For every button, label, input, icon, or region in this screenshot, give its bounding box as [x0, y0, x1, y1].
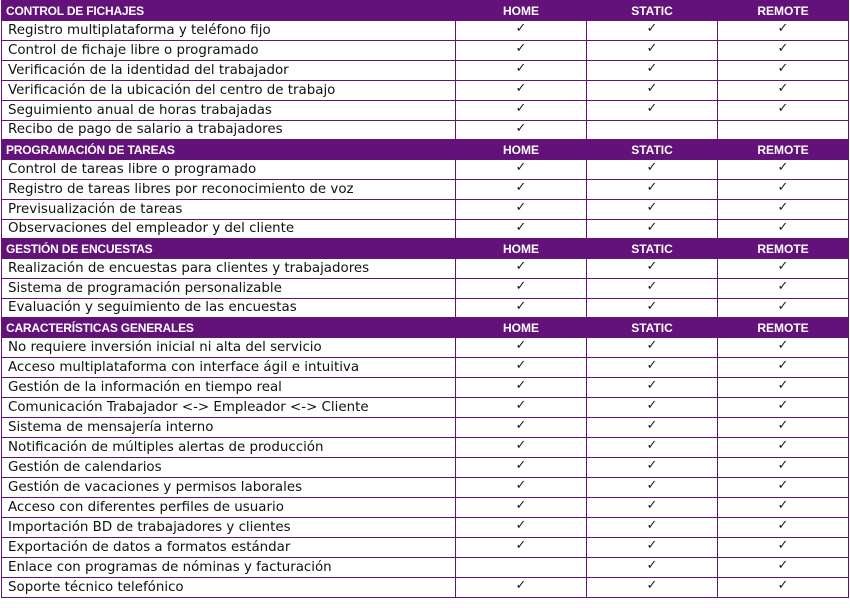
feature-label: Notificación de múltiples alertas de producción: [2, 437, 456, 457]
static-availability-cell: [587, 80, 718, 100]
checkmark-icon: ✓: [646, 259, 658, 274]
checkmark-icon: ✓: [777, 557, 789, 573]
home-availability-cell: [456, 537, 587, 557]
table-row: [2, 20, 849, 40]
remote-availability-cell: [718, 577, 849, 597]
section-title: GESTIÓN DE ENCUESTAS: [2, 239, 456, 258]
section-header: [2, 318, 849, 337]
home-availability-cell: [456, 497, 587, 517]
checkmark-icon: ✓: [646, 80, 658, 96]
checkmark-icon: ✓: [777, 21, 789, 36]
checkmark-icon: ✓: [515, 298, 527, 314]
static-availability-cell: [587, 199, 718, 219]
checkmark-icon: ✓: [646, 21, 658, 36]
checkmark-icon: ✓: [646, 417, 658, 433]
checkmark-icon: ✓: [777, 278, 789, 294]
table-row: [2, 60, 849, 80]
checkmark-icon: ✓: [777, 179, 789, 195]
section-title: PROGRAMACIÓN DE TAREAS: [2, 140, 456, 159]
static-availability-cell: [587, 557, 718, 577]
feature-label: Verificación de la ubicación del centro de trabajo: [2, 80, 456, 100]
checkmark-icon: ✓: [777, 219, 789, 235]
table-row: [2, 517, 849, 537]
home-availability-cell: [456, 199, 587, 219]
static-availability-cell: [587, 60, 718, 80]
column-header-static: STATIC: [587, 140, 718, 159]
section-header: [2, 140, 849, 159]
remote-availability-cell: [718, 337, 849, 357]
home-availability-cell: [456, 377, 587, 397]
feature-label: Registro multiplataforma y teléfono fijo: [2, 20, 456, 40]
feature-label: Enlace con programas de nóminas y facturación: [2, 557, 456, 577]
checkmark-icon: ✓: [777, 160, 789, 175]
checkmark-icon: ✓: [515, 219, 527, 235]
static-availability-cell: [587, 258, 718, 278]
checkmark-icon: ✓: [646, 278, 658, 294]
remote-availability-cell: [718, 258, 849, 278]
static-availability-cell: [587, 179, 718, 199]
home-availability-cell: [456, 159, 587, 179]
feature-label: Control de tareas libre o programado: [2, 159, 456, 179]
checkmark-icon: ✓: [515, 497, 527, 513]
column-header-remote: REMOTE: [718, 1, 849, 20]
table-row: [2, 179, 849, 199]
home-availability-cell: [456, 557, 587, 577]
checkmark-icon: ✓: [515, 259, 527, 274]
home-availability-cell: [456, 337, 587, 357]
checkmark-icon: ✓: [777, 457, 789, 473]
column-header-home: HOME: [456, 318, 587, 337]
section-title: CONTROL DE FICHAJES: [2, 1, 456, 20]
home-availability-cell: [456, 298, 587, 318]
static-availability-cell: [587, 120, 718, 140]
checkmark-icon: ✓: [777, 80, 789, 96]
remote-availability-cell: [718, 537, 849, 557]
static-availability-cell: [587, 40, 718, 60]
column-header-remote: REMOTE: [718, 318, 849, 337]
feature-label: No requiere inversión inicial ni alta del servicio: [2, 337, 456, 357]
checkmark-icon: ✓: [515, 199, 527, 215]
home-availability-cell: [456, 100, 587, 120]
checkmark-icon: ✓: [646, 397, 658, 413]
home-availability-cell: [456, 20, 587, 40]
table-row: [2, 159, 849, 179]
section-header: [2, 1, 849, 20]
feature-label: Gestión de calendarios: [2, 457, 456, 477]
column-header-static: STATIC: [587, 1, 718, 20]
table-row: [2, 298, 849, 318]
table-row: [2, 397, 849, 417]
table-row: [2, 377, 849, 397]
table-row: [2, 219, 849, 239]
checkmark-icon: ✓: [777, 477, 789, 493]
remote-availability-cell: [718, 40, 849, 60]
checkmark-icon: ✓: [646, 557, 658, 573]
column-header-home: HOME: [456, 140, 587, 159]
table-row: [2, 120, 849, 140]
checkmark-icon: ✓: [646, 179, 658, 195]
table-row: [2, 537, 849, 557]
checkmark-icon: ✓: [515, 160, 527, 175]
home-availability-cell: [456, 40, 587, 60]
table-row: [2, 457, 849, 477]
column-header-remote: REMOTE: [718, 140, 849, 159]
table-row: [2, 199, 849, 219]
remote-availability-cell: [718, 457, 849, 477]
feature-label: Observaciones del empleador y del cliente: [2, 219, 456, 239]
checkmark-icon: ✓: [515, 100, 527, 116]
checkmark-icon: ✓: [777, 40, 789, 56]
remote-availability-cell: [718, 199, 849, 219]
remote-availability-cell: [718, 20, 849, 40]
static-availability-cell: [587, 377, 718, 397]
checkmark-icon: ✓: [777, 259, 789, 274]
table-row: [2, 258, 849, 278]
checkmark-icon: ✓: [515, 397, 527, 413]
table-row: [2, 577, 849, 597]
table-row: [2, 40, 849, 60]
table-row: [2, 100, 849, 120]
feature-label: Comunicación Trabajador <-> Empleador <-> Cliente: [2, 397, 456, 417]
checkmark-icon: ✓: [646, 537, 658, 553]
feature-label: Evaluación y seguimiento de las encuestas: [2, 298, 456, 318]
home-availability-cell: [456, 80, 587, 100]
table-row: [2, 417, 849, 437]
remote-availability-cell: [718, 517, 849, 537]
checkmark-icon: ✓: [646, 437, 658, 453]
checkmark-icon: ✓: [646, 219, 658, 235]
remote-availability-cell: [718, 80, 849, 100]
feature-label: Gestión de la información en tiempo real: [2, 377, 456, 397]
home-availability-cell: [456, 258, 587, 278]
checkmark-icon: ✓: [646, 199, 658, 215]
checkmark-icon: ✓: [515, 278, 527, 294]
checkmark-icon: ✓: [777, 298, 789, 314]
static-availability-cell: [587, 397, 718, 417]
table-body: [2, 1, 849, 597]
checkmark-icon: ✓: [515, 577, 527, 593]
remote-availability-cell: [718, 120, 849, 140]
checkmark-icon: ✓: [515, 457, 527, 473]
remote-availability-cell: [718, 60, 849, 80]
checkmark-icon: ✓: [515, 80, 527, 96]
feature-label: Soporte técnico telefónico: [2, 577, 456, 597]
checkmark-icon: ✓: [515, 357, 527, 373]
remote-availability-cell: [718, 179, 849, 199]
checkmark-icon: ✓: [646, 298, 658, 314]
table-row: [2, 278, 849, 298]
checkmark-icon: ✓: [646, 497, 658, 513]
table-row: [2, 437, 849, 457]
table-row: [2, 357, 849, 377]
checkmark-icon: ✓: [777, 377, 789, 393]
feature-label: Recibo de pago de salario a trabajadores: [2, 120, 456, 140]
checkmark-icon: ✓: [515, 338, 527, 353]
home-availability-cell: [456, 517, 587, 537]
checkmark-icon: ✓: [646, 338, 658, 353]
feature-label: Exportación de datos a formatos estándar: [2, 537, 456, 557]
feature-label: Acceso con diferentes perfiles de usuario: [2, 497, 456, 517]
static-availability-cell: [587, 457, 718, 477]
static-availability-cell: [587, 100, 718, 120]
static-availability-cell: [587, 159, 718, 179]
checkmark-icon: ✓: [646, 517, 658, 533]
checkmark-icon: ✓: [777, 417, 789, 433]
checkmark-icon: ✓: [646, 577, 658, 593]
checkmark-icon: ✓: [777, 357, 789, 373]
home-availability-cell: [456, 417, 587, 437]
checkmark-icon: ✓: [777, 577, 789, 593]
remote-availability-cell: [718, 557, 849, 577]
home-availability-cell: [456, 60, 587, 80]
feature-comparison-table: [1, 0, 849, 598]
remote-availability-cell: [718, 397, 849, 417]
home-availability-cell: [456, 437, 587, 457]
feature-label: Importación BD de trabajadores y clientes: [2, 517, 456, 537]
home-availability-cell: [456, 357, 587, 377]
checkmark-icon: ✓: [777, 517, 789, 533]
table-row: [2, 337, 849, 357]
checkmark-icon: ✓: [515, 377, 527, 393]
column-header-home: HOME: [456, 239, 587, 258]
remote-availability-cell: [718, 417, 849, 437]
feature-label: Registro de tareas libres por reconocimiento de voz: [2, 179, 456, 199]
checkmark-icon: ✓: [515, 477, 527, 493]
remote-availability-cell: [718, 357, 849, 377]
table-row: [2, 557, 849, 577]
remote-availability-cell: [718, 100, 849, 120]
column-header-static: STATIC: [587, 318, 718, 337]
remote-availability-cell: [718, 497, 849, 517]
static-availability-cell: [587, 437, 718, 457]
remote-availability-cell: [718, 437, 849, 457]
static-availability-cell: [587, 337, 718, 357]
checkmark-icon: ✓: [646, 100, 658, 116]
checkmark-icon: ✓: [777, 60, 789, 76]
static-availability-cell: [587, 219, 718, 239]
feature-label: Sistema de mensajería interno: [2, 417, 456, 437]
remote-availability-cell: [718, 219, 849, 239]
static-availability-cell: [587, 477, 718, 497]
static-availability-cell: [587, 298, 718, 318]
static-availability-cell: [587, 577, 718, 597]
static-availability-cell: [587, 417, 718, 437]
home-availability-cell: [456, 278, 587, 298]
table-row: [2, 80, 849, 100]
column-header-remote: REMOTE: [718, 239, 849, 258]
table-row: [2, 497, 849, 517]
feature-label: Gestión de vacaciones y permisos laborales: [2, 477, 456, 497]
checkmark-icon: ✓: [777, 537, 789, 553]
checkmark-icon: ✓: [777, 199, 789, 215]
feature-label: Acceso multiplataforma con interface ágil e intuitiva: [2, 357, 456, 377]
checkmark-icon: ✓: [646, 160, 658, 175]
feature-label: Control de fichaje libre o programado: [2, 40, 456, 60]
checkmark-icon: ✓: [515, 179, 527, 195]
home-availability-cell: [456, 577, 587, 597]
remote-availability-cell: [718, 298, 849, 318]
checkmark-icon: ✓: [646, 457, 658, 473]
column-header-static: STATIC: [587, 239, 718, 258]
section-header: [2, 239, 849, 258]
section-title: CARACTERÍSTICAS GENERALES: [2, 318, 456, 337]
checkmark-icon: ✓: [777, 338, 789, 353]
checkmark-icon: ✓: [515, 517, 527, 533]
checkmark-icon: ✓: [515, 437, 527, 453]
remote-availability-cell: [718, 377, 849, 397]
checkmark-icon: ✓: [515, 21, 527, 36]
feature-label: Realización de encuestas para clientes y trabajadores: [2, 258, 456, 278]
home-availability-cell: [456, 120, 587, 140]
home-availability-cell: [456, 219, 587, 239]
home-availability-cell: [456, 457, 587, 477]
static-availability-cell: [587, 357, 718, 377]
checkmark-icon: ✓: [515, 537, 527, 553]
checkmark-icon: ✓: [777, 437, 789, 453]
feature-label: Sistema de programación personalizable: [2, 278, 456, 298]
checkmark-icon: ✓: [515, 60, 527, 76]
checkmark-icon: ✓: [646, 357, 658, 373]
remote-availability-cell: [718, 278, 849, 298]
checkmark-icon: ✓: [646, 60, 658, 76]
checkmark-icon: ✓: [646, 40, 658, 56]
checkmark-icon: ✓: [646, 477, 658, 493]
home-availability-cell: [456, 397, 587, 417]
static-availability-cell: [587, 497, 718, 517]
feature-label: Verificación de la identidad del trabajador: [2, 60, 456, 80]
table-row: [2, 477, 849, 497]
remote-availability-cell: [718, 159, 849, 179]
checkmark-icon: ✓: [777, 100, 789, 116]
static-availability-cell: [587, 278, 718, 298]
feature-label: Seguimiento anual de horas trabajadas: [2, 100, 456, 120]
static-availability-cell: [587, 537, 718, 557]
checkmark-icon: ✓: [515, 417, 527, 433]
static-availability-cell: [587, 517, 718, 537]
checkmark-icon: ✓: [515, 120, 527, 136]
checkmark-icon: ✓: [646, 377, 658, 393]
static-availability-cell: [587, 20, 718, 40]
feature-label: Previsualización de tareas: [2, 199, 456, 219]
home-availability-cell: [456, 179, 587, 199]
column-header-home: HOME: [456, 1, 587, 20]
checkmark-icon: ✓: [777, 397, 789, 413]
checkmark-icon: ✓: [777, 497, 789, 513]
remote-availability-cell: [718, 477, 849, 497]
checkmark-icon: ✓: [515, 40, 527, 56]
home-availability-cell: [456, 477, 587, 497]
